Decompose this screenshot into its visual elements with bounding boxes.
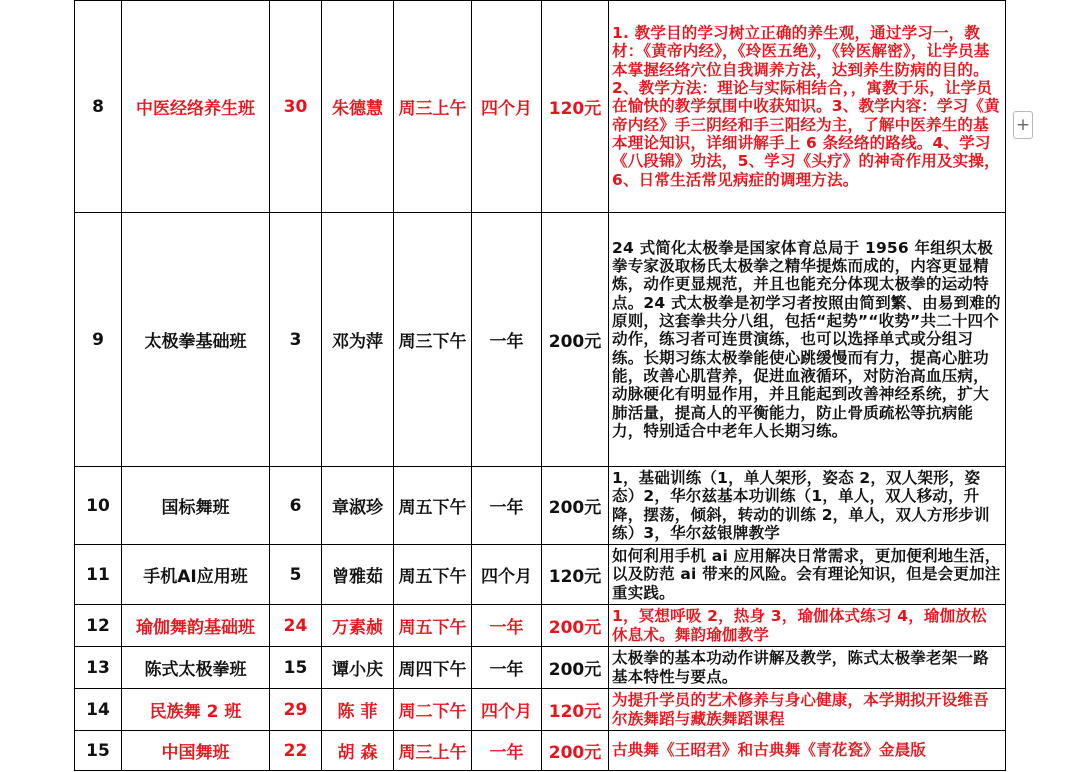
teacher-name: 谭小庆 bbox=[322, 647, 394, 689]
table-row bbox=[75, 731, 1006, 771]
table-row bbox=[75, 213, 1006, 467]
course-fee: 200元 bbox=[542, 731, 609, 771]
course-name: 太极拳基础班 bbox=[122, 213, 270, 467]
table-row bbox=[75, 1, 1006, 213]
course-duration: 四个月 bbox=[472, 689, 542, 731]
course-fee: 200元 bbox=[542, 467, 609, 545]
teacher-name: 胡 森 bbox=[322, 731, 394, 771]
course-duration: 一年 bbox=[472, 213, 542, 467]
student-count: 24 bbox=[270, 605, 322, 647]
class-time: 周三下午 bbox=[394, 213, 472, 467]
row-number: 11 bbox=[75, 545, 122, 605]
course-description: 为提升学员的艺术修养与身心健康，本学期拟开设维吾尔族舞蹈与藏族舞蹈课程 bbox=[609, 689, 1006, 731]
teacher-name: 朱德慧 bbox=[322, 1, 394, 213]
row-number: 12 bbox=[75, 605, 122, 647]
table-row bbox=[75, 467, 1006, 545]
table-body bbox=[75, 1, 1006, 771]
row-number: 8 bbox=[75, 1, 122, 213]
student-count: 22 bbox=[270, 731, 322, 771]
student-count: 30 bbox=[270, 1, 322, 213]
course-fee: 120元 bbox=[542, 545, 609, 605]
course-description: 如何利用手机 ai 应用解决日常需求，更加便利地生活，以及防范 ai 带来的风险。会有理论知识，但是会更加注重实践。 bbox=[609, 545, 1006, 605]
row-number: 15 bbox=[75, 731, 122, 771]
table-row bbox=[75, 689, 1006, 731]
course-fee: 120元 bbox=[542, 1, 609, 213]
teacher-name: 万素赪 bbox=[322, 605, 394, 647]
teacher-name: 邓为萍 bbox=[322, 213, 394, 467]
course-description: 24 式简化太极拳是国家体育总局于 1956 年组织太极拳专家汲取杨氏太极拳之精华提炼而成的，内容更显精炼，动作更显规范，并且也能充分体现太极拳的运动特点。24 式太极拳是初学习者按照由简到繁、由易到难的原则，这套拳共分八组，包括“起势”“收势”共二十四个动作，练习者可连贯演练，也可以选择单式或分组习练。长期习练太极拳能使心跳缓慢而有力，提高心脏功能，改善心肌营养，促进血液循环，对防治高血压病，动脉硬化有明显作用，并且能起到改善神经系统，扩大肺活量，提高人的平衡能力，防止骨质疏松等抗病能力，特别适合中老年人长期习练。 bbox=[609, 213, 1006, 467]
row-number: 9 bbox=[75, 213, 122, 467]
course-description: 古典舞《王昭君》和古典舞《青花瓷》金晨版 bbox=[609, 731, 1006, 771]
course-duration: 一年 bbox=[472, 605, 542, 647]
student-count: 3 bbox=[270, 213, 322, 467]
class-time: 周三上午 bbox=[394, 1, 472, 213]
course-duration: 四个月 bbox=[472, 545, 542, 605]
row-number: 13 bbox=[75, 647, 122, 689]
add-button[interactable]: + bbox=[1013, 111, 1033, 139]
course-duration: 一年 bbox=[472, 731, 542, 771]
row-number: 14 bbox=[75, 689, 122, 731]
class-time: 周二下午 bbox=[394, 689, 472, 731]
course-description: 1. 教学目的学习树立正确的养生观，通过学习一，教材：《黄帝内经》，《玲医五绝》，《铃医解密》，让学员基本掌握经络穴位自我调养方法，达到养生防病的目的。2、教学方法：理论与实际相结合，，寓教于乐，让学员在愉快的教学氛围中收获知识。3、教学内容：学习《黄帝内经》手三阴经和手三阳经为主，了解中医养生的基本理论知识，详细讲解手上 6 条经络的路线。4、学习《八段锦》功法，5、学习《头疗》的神奇作用及实操，6、日常生活常见病症的调理方法。 bbox=[609, 1, 1006, 213]
table-row bbox=[75, 647, 1006, 689]
course-duration: 一年 bbox=[472, 647, 542, 689]
course-name: 瑜伽舞韵基础班 bbox=[122, 605, 270, 647]
course-fee: 200元 bbox=[542, 647, 609, 689]
class-time: 周五下午 bbox=[394, 545, 472, 605]
course-name: 中国舞班 bbox=[122, 731, 270, 771]
course-duration: 四个月 bbox=[472, 1, 542, 213]
course-duration: 一年 bbox=[472, 467, 542, 545]
student-count: 6 bbox=[270, 467, 322, 545]
course-description: 1，基础训练（1，单人架形，姿态 2，双人架形，姿态）2，华尔兹基本功训练（1，单人，双人移动，升降，摆荡，倾斜，转动的训练 2，单人，双人方形步训练）3，华尔兹银牌教学 bbox=[609, 467, 1006, 545]
teacher-name: 陈 菲 bbox=[322, 689, 394, 731]
student-count: 5 bbox=[270, 545, 322, 605]
course-name: 国标舞班 bbox=[122, 467, 270, 545]
course-fee: 200元 bbox=[542, 213, 609, 467]
teacher-name: 曾雅茹 bbox=[322, 545, 394, 605]
course-table bbox=[74, 0, 1006, 771]
teacher-name: 章淑珍 bbox=[322, 467, 394, 545]
class-time: 周三上午 bbox=[394, 731, 472, 771]
course-fee: 200元 bbox=[542, 605, 609, 647]
student-count: 29 bbox=[270, 689, 322, 731]
class-time: 周五下午 bbox=[394, 605, 472, 647]
class-time: 周五下午 bbox=[394, 467, 472, 545]
course-description: 1，冥想呼吸 2，热身 3，瑜伽体式练习 4，瑜伽放松休息术。舞韵瑜伽教学 bbox=[609, 605, 1006, 647]
course-name: 中医经络养生班 bbox=[122, 1, 270, 213]
class-time: 周四下午 bbox=[394, 647, 472, 689]
table-row bbox=[75, 605, 1006, 647]
course-fee: 120元 bbox=[542, 689, 609, 731]
student-count: 15 bbox=[270, 647, 322, 689]
row-number: 10 bbox=[75, 467, 122, 545]
course-name: 手机AI应用班 bbox=[122, 545, 270, 605]
course-description: 太极拳的基本功动作讲解及教学，陈式太极拳老架一路基本特性与要点。 bbox=[609, 647, 1006, 689]
course-name: 陈式太极拳班 bbox=[122, 647, 270, 689]
table-row bbox=[75, 545, 1006, 605]
course-name: 民族舞 2 班 bbox=[122, 689, 270, 731]
